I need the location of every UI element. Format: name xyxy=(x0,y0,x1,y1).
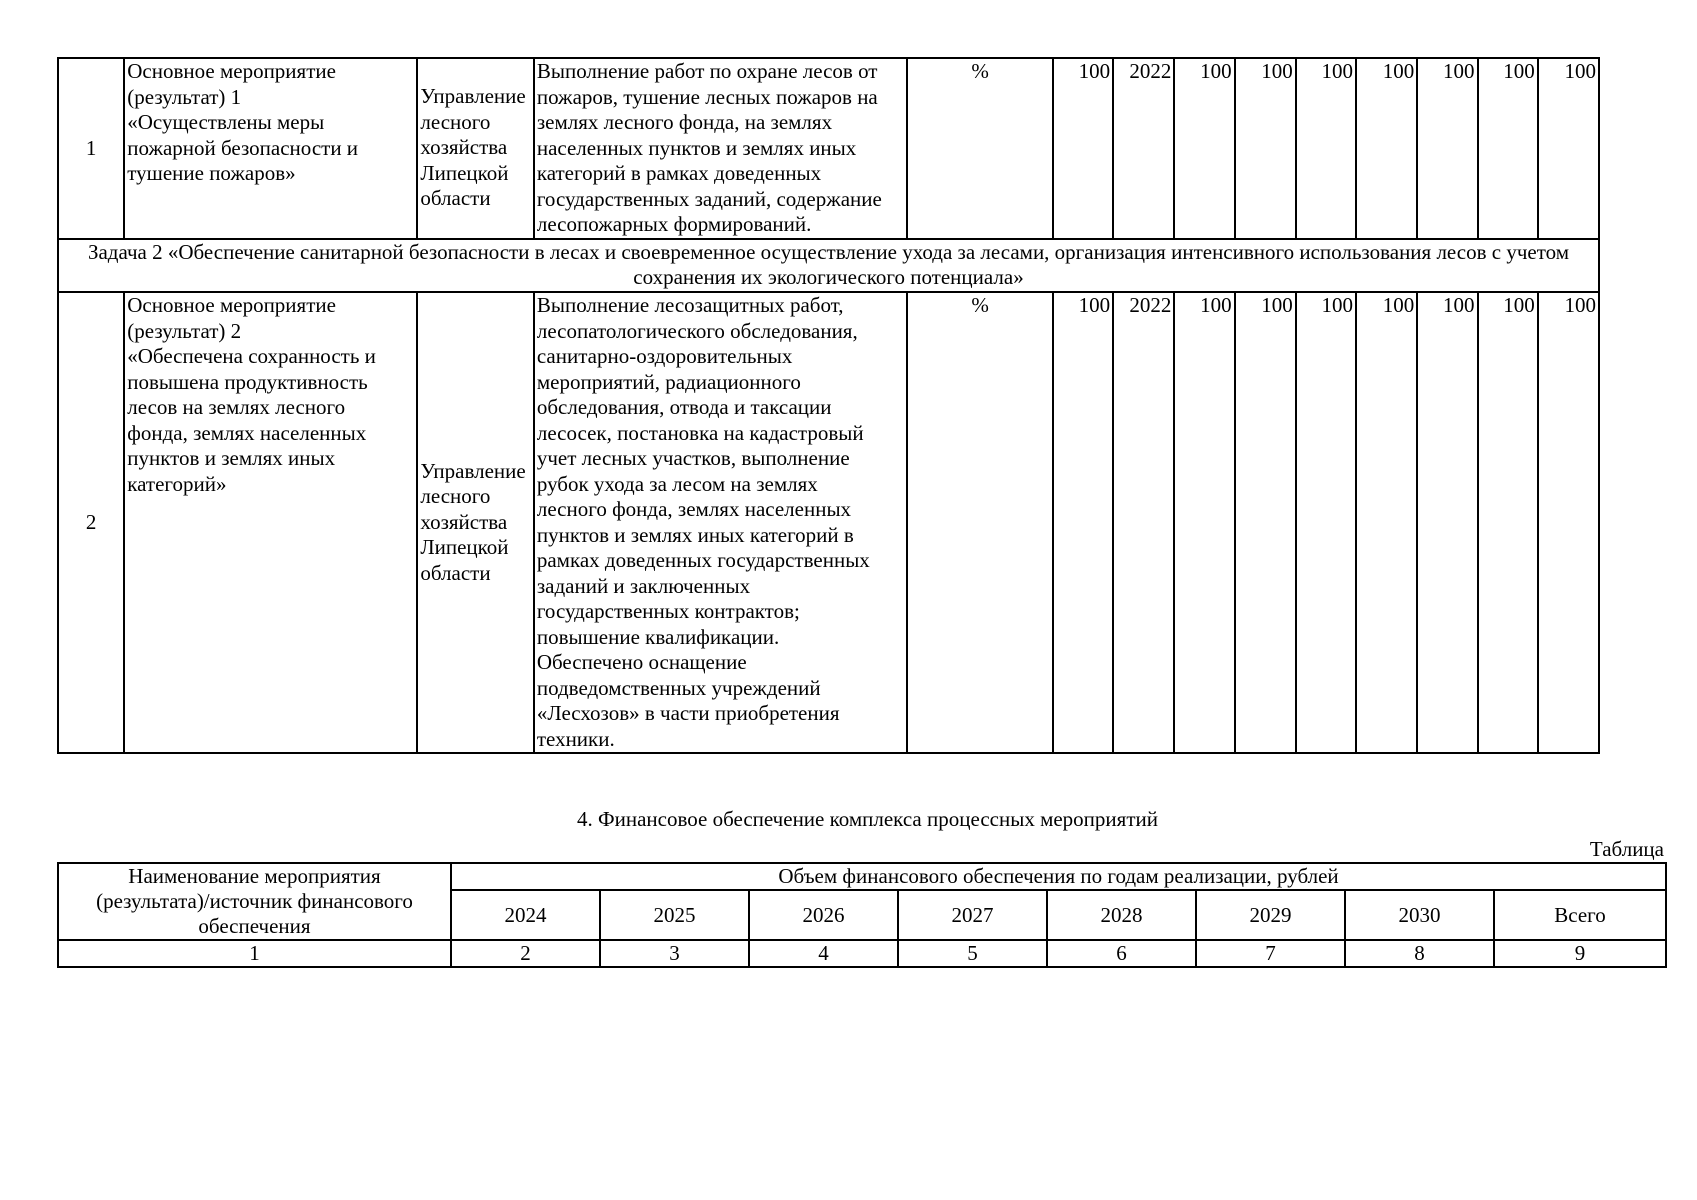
header-row xyxy=(58,863,1666,890)
column-number: 5 xyxy=(898,940,1047,967)
activity-description: Выполнение работ по охране лесов от пожаров, тушение лесных пожаров на землях лесного фонда, на землях населенных пунктов и землях иных категорий в рамках доведенных государственных заданий, содержание лесопожарных формирований. xyxy=(534,58,907,239)
row-number: 2 xyxy=(58,292,124,753)
column-number: 6 xyxy=(1047,940,1196,967)
year-header: 2028 xyxy=(1047,890,1196,940)
column-numbers-row xyxy=(58,940,1666,967)
column-number: 7 xyxy=(1196,940,1345,967)
task-row xyxy=(58,239,1599,292)
value-cell: 100 xyxy=(1478,292,1538,753)
column-number: 4 xyxy=(749,940,898,967)
value-cell: 100 xyxy=(1538,58,1599,239)
activity-title: Основное мероприятие (результат) 1 «Осуществлены меры пожарной безопасности и тушение пожаров» xyxy=(124,58,417,239)
value-cell: 100 xyxy=(1356,292,1417,753)
column-number: 3 xyxy=(600,940,749,967)
total-header: Всего xyxy=(1494,890,1666,940)
name-column-header: Наименование мероприятия (результата)/источник финансового обеспечения xyxy=(58,863,451,940)
value-cell: 100 xyxy=(1174,58,1234,239)
value-cell: 100 xyxy=(1296,292,1356,753)
responsible-agency: Управление лесного хозяйства Липецкой области xyxy=(417,58,533,239)
financing-group-header: Объем финансового обеспечения по годам реализации, рублей xyxy=(451,863,1666,890)
year-header: 2027 xyxy=(898,890,1047,940)
value-cell: 100 xyxy=(1235,58,1296,239)
table-row xyxy=(58,292,1599,753)
indicators-table xyxy=(57,57,1600,754)
unit-cell: % xyxy=(907,58,1053,239)
year-header: 2029 xyxy=(1196,890,1345,940)
year-header: 2026 xyxy=(749,890,898,940)
value-cell: 100 xyxy=(1478,58,1538,239)
base-value-cell: 100 xyxy=(1053,58,1113,239)
value-cell: 100 xyxy=(1417,292,1477,753)
table-row xyxy=(58,58,1599,239)
activity-title: Основное мероприятие (результат) 2 «Обеспечена сохранность и повышена продуктивность лесов на землях лесного фонда, землях населенных пунктов и землях иных категорий» xyxy=(124,292,417,753)
financing-table xyxy=(57,862,1667,968)
base-year-cell: 2022 xyxy=(1113,292,1174,753)
value-cell: 100 xyxy=(1356,58,1417,239)
section-title: 4. Финансовое обеспечение комплекса процессных мероприятий xyxy=(577,807,1158,831)
column-number: 1 xyxy=(58,940,451,967)
value-cell: 100 xyxy=(1174,292,1234,753)
base-value-cell: 100 xyxy=(1053,292,1113,753)
value-cell: 100 xyxy=(1296,58,1356,239)
table-label: Таблица xyxy=(1589,837,1664,861)
year-header: 2025 xyxy=(600,890,749,940)
activity-description: Выполнение лесозащитных работ, лесопатологического обследования, санитарно-оздоровительных мероприятий, радиационного обследования, отвода и таксации лесосек, постановка на кадастровый учет лесных участков, выполнение рубок ухода за лесом на землях лесного фонда, землях населенных пунктов и землях иных категорий в рамках доведенных государственных заданий и заключенных государственных контрактов; повышение квалификации. Обеспечено оснащение подведомственных учреждений «Лесхозов» в части приобретения техники. xyxy=(534,292,907,753)
column-number: 2 xyxy=(451,940,600,967)
value-cell: 100 xyxy=(1235,292,1296,753)
task-heading: Задача 2 «Обеспечение санитарной безопасности в лесах и своевременное осуществление ухода за лесами, организация интенсивного использования лесов с учетом сохранения их экологического потенциала» xyxy=(58,239,1599,292)
unit-cell: % xyxy=(907,292,1053,753)
row-number: 1 xyxy=(58,58,124,239)
value-cell: 100 xyxy=(1417,58,1477,239)
base-year-cell: 2022 xyxy=(1113,58,1174,239)
value-cell: 100 xyxy=(1538,292,1599,753)
column-number: 8 xyxy=(1345,940,1494,967)
responsible-agency: Управление лесного хозяйства Липецкой области xyxy=(417,292,533,753)
year-header: 2024 xyxy=(451,890,600,940)
column-number: 9 xyxy=(1494,940,1666,967)
year-header: 2030 xyxy=(1345,890,1494,940)
